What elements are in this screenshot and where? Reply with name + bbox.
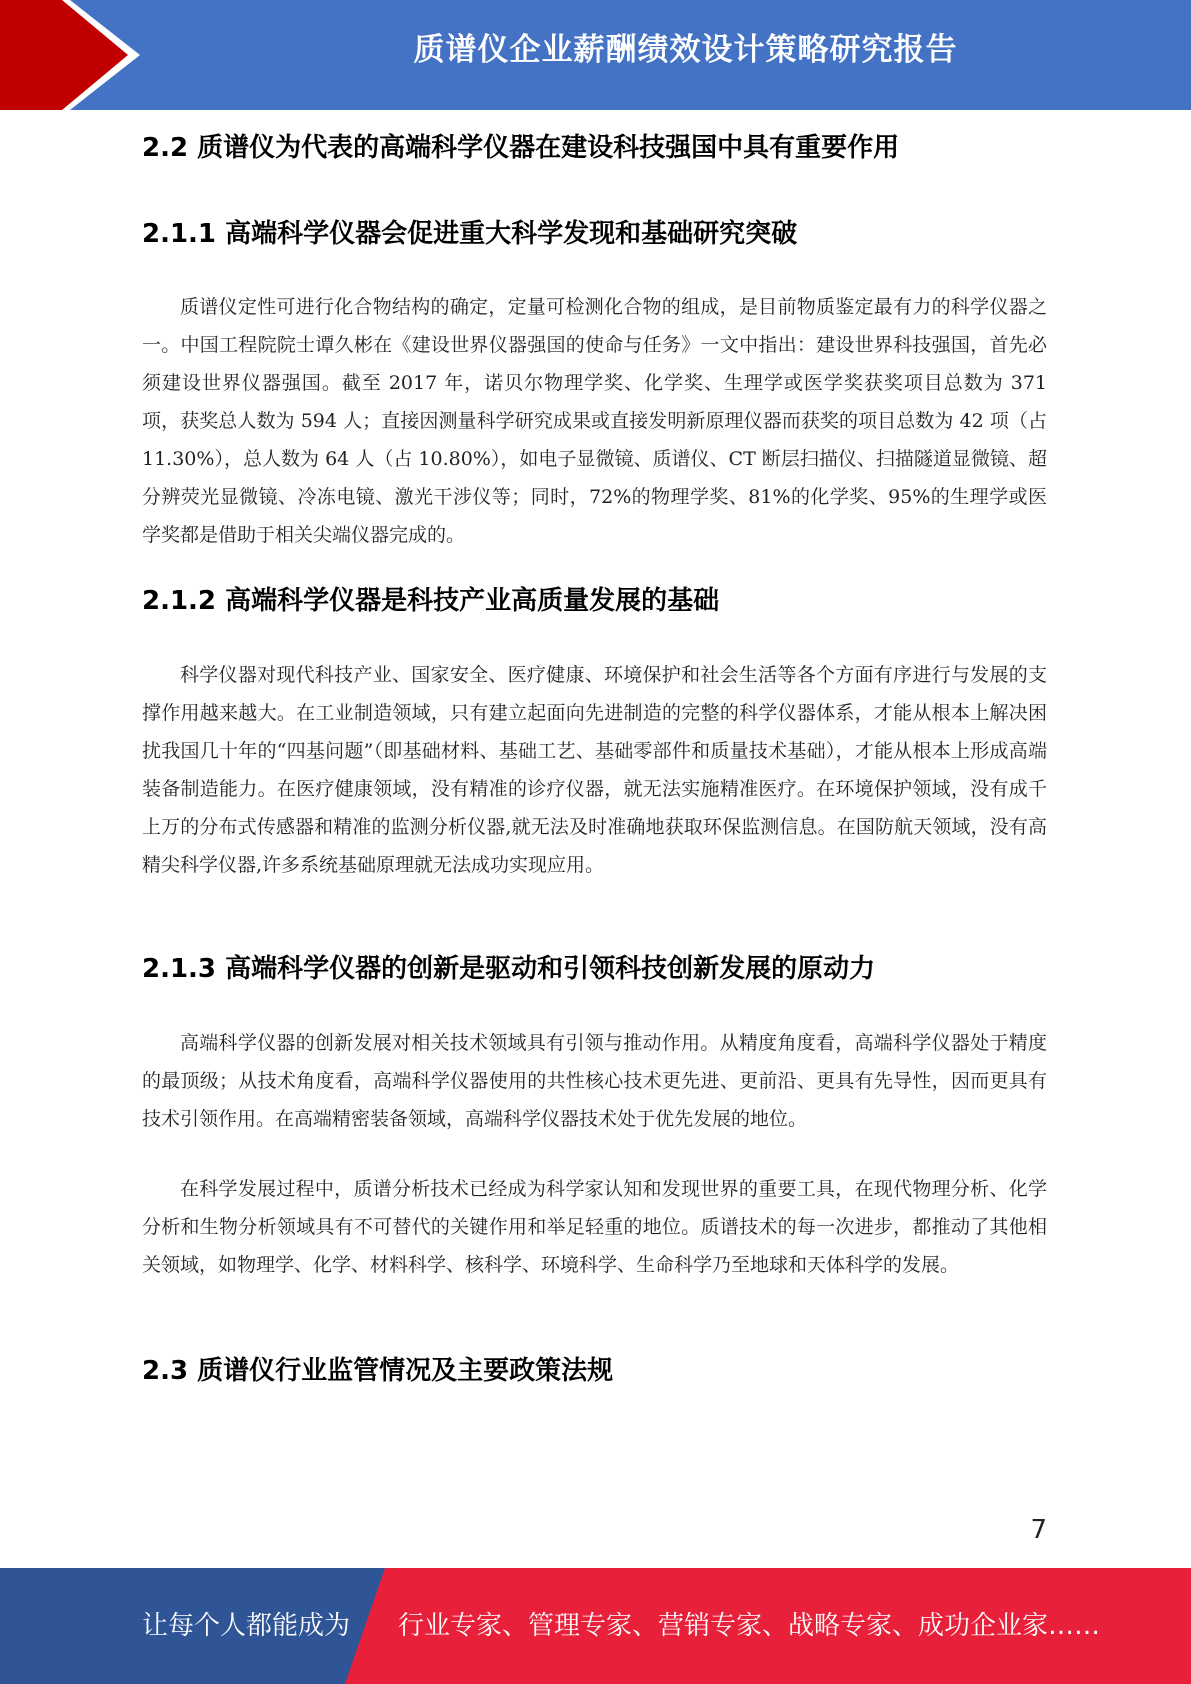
paragraph-2-1-1: 质谱仪定性可进行化合物结构的确定，定量可检测化合物的组成，是目前物质鉴定最有力的科学仪器之一。中国工程院院士谭久彬在《建设世界仪器强国的使命与任务》一文中指出：建设世界科技强国，首先必须建设世界仪器强国。截至 2017 年，诺贝尔物理学奖、化学奖、生理学或医学奖获奖项目总数为 371 项，获奖总人数为 594 人；直接因测量科学研究成果或直接发明新原理仪器而获奖的项目总数为 42 项（占 11.30%），总人数为 64 人（占 10.80%），如电子显微镜、质谱仪、CT 断层扫描仪、扫描隧道显微镜、超分辨荧光显微镜、冷冻电镜、激光干涉仪等；同时，72%的物理学奖、81%的化学奖、95%的生理学或医学奖都是借助于相关尖端仪器完成的。 — [142, 296, 1047, 546]
paragraph-2-1-3-b: 在科学发展过程中，质谱分析技术已经成为科学家认知和发现世界的重要工具，在现代物理分析、化学分析和生物分析领域具有不可替代的关键作用和举足轻重的地位。质谱技术的每一次进步，都推动了其他相关领域，如物理学、化学、材料科学、核科学、环境科学、生命科学乃至地球和天体科学的发展。 — [142, 1178, 1047, 1276]
paragraph-2-1-3-a: 高端科学仪器的创新发展对相关技术领域具有引领与推动作用。从精度角度看，高端科学仪器处于精度的最顶级；从技术角度看，高端科学仪器使用的共性核心技术更先进、更前沿、更具有先导性，因而更具有技术引领作用。在高端精密装备领域，高端科学仪器技术处于优先发展的地位。 — [142, 1032, 1047, 1130]
section-heading-2-2: 2.2 质谱仪为代表的高端科学仪器在建设科技强国中具有重要作用 — [142, 133, 900, 163]
section-heading-2-1-1: 2.1.1 高端科学仪器会促进重大科学发现和基础研究突破 — [142, 219, 798, 249]
footer-banner — [0, 1568, 1191, 1684]
footer-slogan-right: 行业专家、管理专家、营销专家、战略专家、成功企业家…… — [398, 1611, 1101, 1641]
footer-slogan-left: 让每个人都能成为 — [142, 1611, 351, 1641]
report-title: 质谱仪企业薪酬绩效设计策略研究报告 — [413, 32, 958, 68]
paragraph-2-1-2: 科学仪器对现代科技产业、国家安全、医疗健康、环境保护和社会生活等各个方面有序进行与发展的支撑作用越来越大。在工业制造领域，只有建立起面向先进制造的完整的科学仪器体系，才能从根本上解决困扰我国几十年的“四基问题”（即基础材料、基础工艺、基础零部件和质量技术基础），才能从根本上形成高端装备制造能力。在医疗健康领域，没有精准的诊疗仪器，就无法实施精准医疗。在环境保护领域，没有成千上万的分布式传感器和精准的监测分析仪器,就无法及时准确地获取环保监测信息。在国防航天领域，没有高精尖科学仪器,许多系统基础原理就无法成功实现应用。 — [142, 664, 1047, 876]
section-heading-2-1-2: 2.1.2 高端科学仪器是科技产业高质量发展的基础 — [142, 586, 720, 616]
page-number: 7 — [1030, 1515, 1047, 1545]
header-banner — [0, 0, 1191, 110]
section-heading-2-1-3: 2.1.3 高端科学仪器的创新是驱动和引领科技创新发展的原动力 — [142, 954, 876, 984]
section-heading-2-3: 2.3 质谱仪行业监管情况及主要政策法规 — [142, 1356, 614, 1386]
